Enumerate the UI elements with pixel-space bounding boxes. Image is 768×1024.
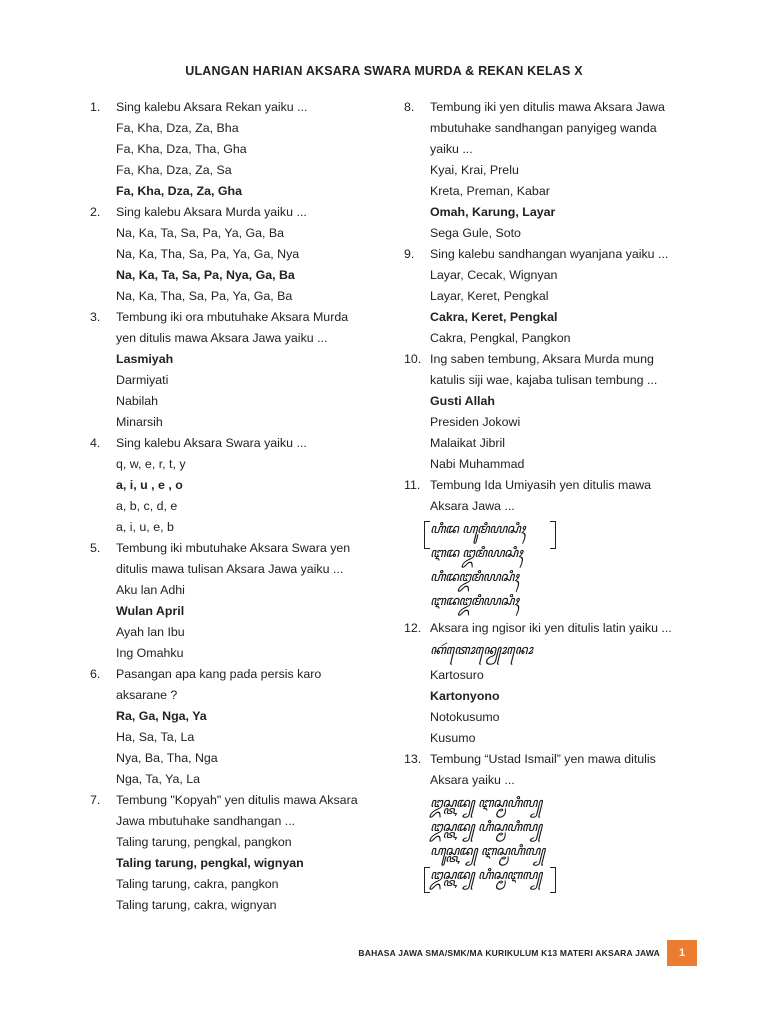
option: Cakra, Pengkal, Pangkon bbox=[430, 331, 571, 345]
answer-bracket-left bbox=[424, 867, 430, 893]
question-text: Aksara ing ngisor iki yen ditulis latin yaiku ... bbox=[430, 621, 672, 635]
correct-option: Omah, Karung, Layar bbox=[430, 205, 556, 219]
question-text: Aksara yaiku ... bbox=[430, 773, 515, 787]
question-text: aksarane ? bbox=[116, 688, 178, 702]
correct-option: Na, Ka, Ta, Sa, Pa, Nya, Ga, Ba bbox=[116, 268, 295, 282]
page-footer: BAHASA JAWA SMA/SMK/MA KURIKULUM K13 MATERI AKSARA JAWA bbox=[358, 948, 660, 958]
question-number: 13. bbox=[404, 752, 422, 766]
question-number: 9. bbox=[404, 247, 415, 261]
answer-bracket-right bbox=[550, 867, 556, 893]
correct-option: Fa, Kha, Dza, Za, Gha bbox=[116, 184, 242, 198]
option: Kyai, Krai, Prelu bbox=[430, 163, 519, 177]
javanese-option: ꦲꦶꦢ ꦲꦸꦩꦶꦪꦱꦶꦃ bbox=[430, 521, 525, 537]
correct-option: Kartonyono bbox=[430, 689, 500, 703]
correct-option: Gusti Allah bbox=[430, 394, 495, 408]
question-11 bbox=[404, 475, 704, 615]
option: Na, Ka, Ta, Sa, Pa, Ya, Ga, Ba bbox=[116, 226, 285, 240]
javanese-option: ꦲꦸꦱ꧀ꦠꦢ꧀ ꦆꦱ꧀ꦩꦲꦶꦭ꧀ bbox=[430, 843, 545, 859]
question-number: 6. bbox=[90, 667, 101, 681]
question-text: yen ditulis mawa Aksara Jawa yaiku ... bbox=[116, 331, 328, 345]
javanese-option: ꦈꦱ꧀ꦠꦢ꧀ ꦲꦶꦱ꧀ꦩꦆꦭ꧀ bbox=[430, 867, 542, 883]
option: Ing Omahku bbox=[116, 646, 184, 660]
option: Malaikat Jibril bbox=[430, 436, 506, 450]
option: Kartosuro bbox=[430, 668, 484, 682]
question-text: yaiku ... bbox=[430, 142, 473, 156]
option: Kusumo bbox=[430, 731, 476, 745]
javanese-options bbox=[430, 519, 704, 615]
answer-bracket-right bbox=[550, 521, 556, 549]
question-3 bbox=[90, 307, 390, 433]
question-number: 3. bbox=[90, 310, 101, 324]
option: Na, Ka, Tha, Sa, Pa, Ya, Ga, Ba bbox=[116, 289, 293, 303]
question-number: 1. bbox=[90, 100, 101, 114]
question-number: 7. bbox=[90, 793, 101, 807]
option: Ha, Sa, Ta, La bbox=[116, 730, 195, 744]
option: Aku lan Adhi bbox=[116, 583, 185, 597]
question-7 bbox=[90, 790, 390, 916]
page-title: ULANGAN HARIAN AKSARA SWARA MURDA & REKAN KELAS X bbox=[185, 64, 583, 78]
correct-option: Wulan April bbox=[116, 604, 185, 618]
question-number: 8. bbox=[404, 100, 415, 114]
correct-option: Taling tarung, pengkal, wignyan bbox=[116, 856, 304, 870]
option: q, w, e, r, t, y bbox=[116, 457, 186, 471]
question-text: Sing kalebu Aksara Swara yaiku ... bbox=[116, 436, 307, 450]
option: Nya, Ba, Tha, Nga bbox=[116, 751, 218, 765]
page-number: 1 bbox=[678, 947, 686, 959]
right-column bbox=[404, 97, 704, 889]
question-text: Tembung Ida Umiyasih yen ditulis mawa bbox=[430, 478, 652, 492]
correct-option: Ra, Ga, Nga, Ya bbox=[116, 709, 207, 723]
question-text: Jawa mbutuhake sandhangan ... bbox=[116, 814, 296, 828]
question-text: Tembung iki mbutuhake Aksara Swara yen bbox=[116, 541, 351, 555]
option: Fa, Kha, Dza, Za, Sa bbox=[116, 163, 232, 177]
option: a, i, u, e, b bbox=[116, 520, 174, 534]
question-text: Aksara Jawa ... bbox=[430, 499, 515, 513]
javanese-option: ꦆꦢ ꦈꦩꦶꦪꦱꦶꦃ bbox=[430, 545, 523, 561]
question-8 bbox=[404, 97, 704, 244]
question-4 bbox=[90, 433, 390, 538]
left-column bbox=[90, 97, 390, 916]
option: a, b, c, d, e bbox=[116, 499, 178, 513]
option: Nabilah bbox=[116, 394, 159, 408]
question-2 bbox=[90, 202, 390, 307]
javanese-question-script bbox=[430, 639, 704, 665]
option: Layar, Cecak, Wignyan bbox=[430, 268, 558, 282]
question-text: Ing saben tembung, Aksara Murda mung bbox=[430, 352, 654, 366]
question-text: Tembung iki ora mbutuhake Aksara Murda bbox=[116, 310, 349, 324]
question-number: 5. bbox=[90, 541, 101, 555]
question-text: mbutuhake sandhangan panyigeg wanda bbox=[430, 121, 657, 135]
question-text: Pasangan apa kang pada persis karo bbox=[116, 667, 322, 681]
option: Fa, Kha, Dza, Za, Bha bbox=[116, 121, 239, 135]
correct-option: Cakra, Keret, Pengkal bbox=[430, 310, 558, 324]
question-text: Sing kalebu Aksara Rekan yaiku ... bbox=[116, 100, 308, 114]
question-text: katulis siji wae, kajaba tulisan tembung ... bbox=[430, 373, 658, 387]
option: Presiden Jokowi bbox=[430, 415, 521, 429]
question-text: ditulis mawa tulisan Aksara Jawa yaiku ... bbox=[116, 562, 344, 576]
question-10 bbox=[404, 349, 704, 475]
question-text: Sing kalebu Aksara Murda yaiku ... bbox=[116, 205, 307, 219]
option: Taling tarung, pengkal, pangkon bbox=[116, 835, 292, 849]
javanese-option: ꦈꦱ꧀ꦠꦢ꧀ ꦆꦱ꧀ꦩꦲꦶꦭ꧀ bbox=[430, 795, 542, 811]
option: Notokusumo bbox=[430, 710, 500, 724]
question-9 bbox=[404, 244, 704, 349]
question-6 bbox=[90, 664, 390, 790]
answer-bracket-left bbox=[424, 521, 430, 549]
option: Nga, Ta, Ya, La bbox=[116, 772, 201, 786]
question-number: 12. bbox=[404, 621, 422, 635]
option: Sega Gule, Soto bbox=[430, 226, 521, 240]
question-1 bbox=[90, 97, 390, 202]
option: Taling tarung, cakra, pangkon bbox=[116, 877, 279, 891]
page-number-badge bbox=[667, 940, 697, 966]
option: Darmiyati bbox=[116, 373, 169, 387]
option: Kreta, Preman, Kabar bbox=[430, 184, 550, 198]
question-5 bbox=[90, 538, 390, 664]
question-number: 10. bbox=[404, 352, 422, 366]
question-13 bbox=[404, 749, 704, 889]
option: Layar, Keret, Pengkal bbox=[430, 289, 549, 303]
javanese-option: ꦲꦶꦢꦈꦩꦶꦪꦱꦶꦃ bbox=[430, 569, 519, 585]
option: Minarsih bbox=[116, 415, 163, 429]
correct-option: a, i, u , e , o bbox=[116, 478, 183, 492]
question-number: 2. bbox=[90, 205, 101, 219]
javanese-option: ꦈꦱ꧀ꦠꦢ꧀ ꦲꦶꦱ꧀ꦩꦲꦶꦭ꧀ bbox=[430, 819, 542, 835]
question-number: 4. bbox=[90, 436, 101, 450]
option: Nabi Muhammad bbox=[430, 457, 525, 471]
correct-option: Lasmiyah bbox=[116, 352, 174, 366]
javanese-options bbox=[430, 793, 704, 889]
option: Ayah lan Ibu bbox=[116, 625, 185, 639]
option: Taling tarung, cakra, wignyan bbox=[116, 898, 277, 912]
question-text: Tembung iki yen ditulis mawa Aksara Jawa bbox=[430, 100, 665, 114]
option: Fa, Kha, Dza, Tha, Gha bbox=[116, 142, 247, 156]
question-text: Tembung "Kopyah" yen ditulis mawa Aksara bbox=[116, 793, 358, 807]
question-12 bbox=[404, 618, 704, 749]
question-number: 11. bbox=[404, 478, 421, 492]
javanese-text: ꦏꦂꦠꦺꦴꦤꦾꦺꦴꦤꦺꦴ bbox=[430, 642, 533, 658]
option: Na, Ka, Tha, Sa, Pa, Ya, Ga, Nya bbox=[116, 247, 300, 261]
question-text: Sing kalebu sandhangan wyanjana yaiku ... bbox=[430, 247, 669, 261]
javanese-option: ꦆꦢꦈꦩꦶꦪꦱꦶꦃ bbox=[430, 593, 519, 609]
question-text: Tembung “Ustad Ismail” yen mawa ditulis bbox=[430, 752, 656, 766]
